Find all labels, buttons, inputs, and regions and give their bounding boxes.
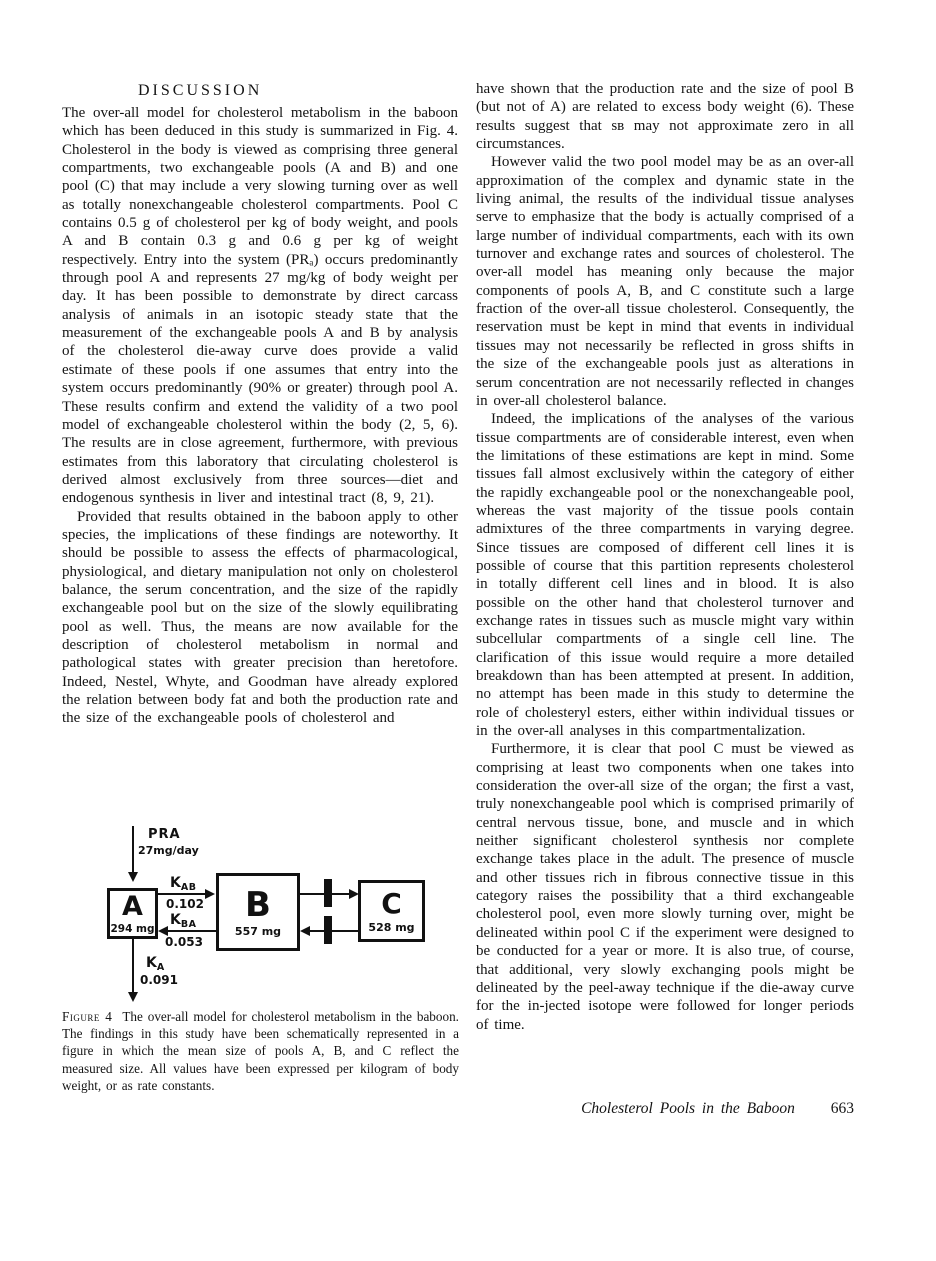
rate-kba-value: 0.053 — [165, 935, 203, 949]
left-column — [62, 104, 458, 830]
pool-b-box — [216, 873, 300, 951]
pool-b-letter: B — [245, 884, 271, 925]
output-arrow-head — [128, 992, 138, 1002]
rate-ka-base: K — [146, 955, 157, 971]
pool-c-box — [358, 880, 425, 942]
pool-c-letter: C — [381, 886, 402, 920]
page-footer — [476, 1100, 854, 1118]
input-rate-label: PRA — [148, 827, 181, 842]
pool-b-value: 557 mg — [234, 924, 282, 938]
paragraph: Provided that results obtained in the baboon apply to other species, the implications of these findings are noteworthy. It should be possible to assess the effects of pharmacological, physiological, and dietary manipulation not only on cholesterol balance, the serum concentration, and the size of the rapidly exchangeable pool but on the size of the slowly equilibrating pool as well. Thus, the means are now available for the description of cholesterol metabolism in normal and pathological states with greater precision than heretofore. Indeed, Nestel, Whyte, and Goodman have already explored the relation between body fat and both the production rate and the size of the exchangeable pools of cholesterol and — [62, 508, 458, 727]
output-arrow-line — [132, 936, 134, 994]
input-arrow-line — [132, 826, 134, 874]
paragraph: have shown that the production rate and the size of pool B (but not of A) are related to excess body weight (6). These results suggest that sʙ may not approximate zero in all circumstances. — [476, 81, 854, 153]
rate-ka-value: 0.091 — [140, 973, 178, 987]
slow-exchange-bar-bottom — [324, 916, 332, 944]
figure-4-diagram — [62, 808, 459, 1006]
section-heading-text: DISCUSSION — [138, 82, 263, 99]
rate-kba-base: K — [170, 912, 181, 928]
paragraph: Furthermore, it is clear that pool C must be viewed as comprising at least two components when one takes into consideration the over-all size of the organ; the first a vast, truly nonexchangeable pool which is comprised primarily of central nervous tissue, bone, and muscle and in which neither significant cholesterol synthesis nor complete exchange takes place in the adult. The presence of muscle and other tissues rich in fibrous connective tissue in this category raises the possibility that a third exchangeable cholesterol pool, even more slowly turning over, might be delineated within pool C if the experiment were designed to be conducted for a year or more. It is also true, of course, that additional, very slowly exchanging pools might be delineated by the peel-away technique if the die-away curve for the in-jected isotope were followed for longer periods of time. — [476, 741, 854, 1033]
pool-a-box — [107, 888, 158, 939]
figure-caption-text: The over-all model for cholesterol metabolism in the baboon. The findings in this study have been schematically represented in a figure in which the mean size of pools A, B, and C reflect the measured size. All values have been expressed per kilogram of body weight, or as rate constants. — [62, 1009, 459, 1093]
paragraph: The over-all model for cholesterol metabolism in the baboon which has been deduced in this study is summarized in Fig. 4. Cholesterol in the body is viewed as comprising three general compartments, two exchangeable pools (A and B) and one pool (C) that may include a very slowing turning over as well as totally nonexchangeable cholesterol compartments. Pool C contains 0.5 g of cholesterol per kg of body weight, and pools A and B contain 0.3 g and 0.6 g per kg of weight respectively. Entry into the system (PRₐ) occurs predominantly through pool A and represents 27 mg/kg of body weight per day. It has been possible to demonstrate by direct carcass analysis of animals in an isotopic steady state that the measurement of the exchangeable pools A and B by analysis of the cholesterol die-away curve does provide a valid estimate of these pools if one assumes that entry into the system occurs predominantly (90% or greater) through pool A. These results confirm and extend the validity of a two pool model of exchangeable cholesterol within the body (2, 5, 6). The results are in close agreement, furthermore, with previous estimates from this laboratory that circulating cholesterol is derived almost exclusively from three sources—diet and endogenous synthesis in liver and intestinal tract (8, 9, 21). — [62, 105, 458, 507]
arrow-c-to-b-head — [300, 926, 310, 936]
arrow-a-to-b-head — [205, 889, 215, 899]
rate-kba-label — [170, 913, 196, 930]
rate-kba-sub: BA — [180, 919, 197, 930]
rate-kab-value: 0.102 — [166, 897, 204, 911]
right-column — [476, 80, 854, 1080]
arrow-b-to-a-line — [167, 930, 216, 932]
figure-caption-label: Figure 4 — [62, 1009, 113, 1024]
pool-a-letter: A — [122, 890, 143, 922]
arrow-b-to-c-head — [349, 889, 359, 899]
input-arrow-head — [128, 872, 138, 882]
section-heading — [62, 82, 458, 100]
pool-a-value: 294 mg — [110, 922, 155, 935]
rate-ka-label — [146, 956, 165, 973]
arrow-c-to-b-line — [309, 930, 358, 932]
paragraph: Indeed, the implications of the analyses of the various tissue compartments are of considerable interest, even when the limitations of these estimations are kept in mind. Some tissues fall almost exclusively within the category of either the rapidly exchangeable pool or the nonexchangeable pool, whereas the vast majority of the tissue pools contain admixtures of the three compartments in varying degree. Since tissues are composed of different cell lines it is possible of course that this partition represents cholesterol in totally different cell lines and in blood. It is also possible on the other hand that cholesterol turnover and exchange rates in tissues such as muscle might vary within subcellular compartments of a single cell line. The clarification of this issue would require a more detailed breakdown than has been attempted at present. In addition, no attempt has been made in this study to determine the role of cholesteryl esters, either within individual tissues or in the over-all analyses in this compartmentalization. — [476, 411, 854, 740]
rate-kab-base: K — [170, 875, 181, 891]
pool-c-value: 528 mg — [368, 920, 415, 934]
rate-kab-label — [170, 876, 196, 893]
figure-caption — [62, 1008, 459, 1094]
arrow-a-to-b-line — [157, 893, 206, 895]
rate-ka-sub: A — [156, 962, 165, 973]
slow-exchange-bar-top — [324, 879, 332, 907]
running-title: Cholesterol Pools in the Baboon — [581, 1100, 795, 1117]
page-number: 663 — [830, 1100, 854, 1117]
paragraph: However valid the two pool model may be as an over-all approximation of the complex and dynamic state in the living animal, the results of the individual tissue analyses serve to emphasize that the body is actually comprised of a large number of individual compartments, each with its own turnover and exchange rates and sources of cholesterol. The over-all model has meaning only because the major components of pools A, B, and C constitute such a large fraction of the over-all tissue cholesterol. Consequently, the reservation must be kept in mind that events in individual tissues may not necessarily be reflected in gross shifts in the size of the exchangeable pools just as alterations in serum concentration are not necessarily reflected in changes in over-all cholesterol balance. — [476, 154, 854, 409]
input-rate-value: 27mg/day — [138, 844, 199, 857]
rate-kab-sub: AB — [180, 882, 197, 893]
